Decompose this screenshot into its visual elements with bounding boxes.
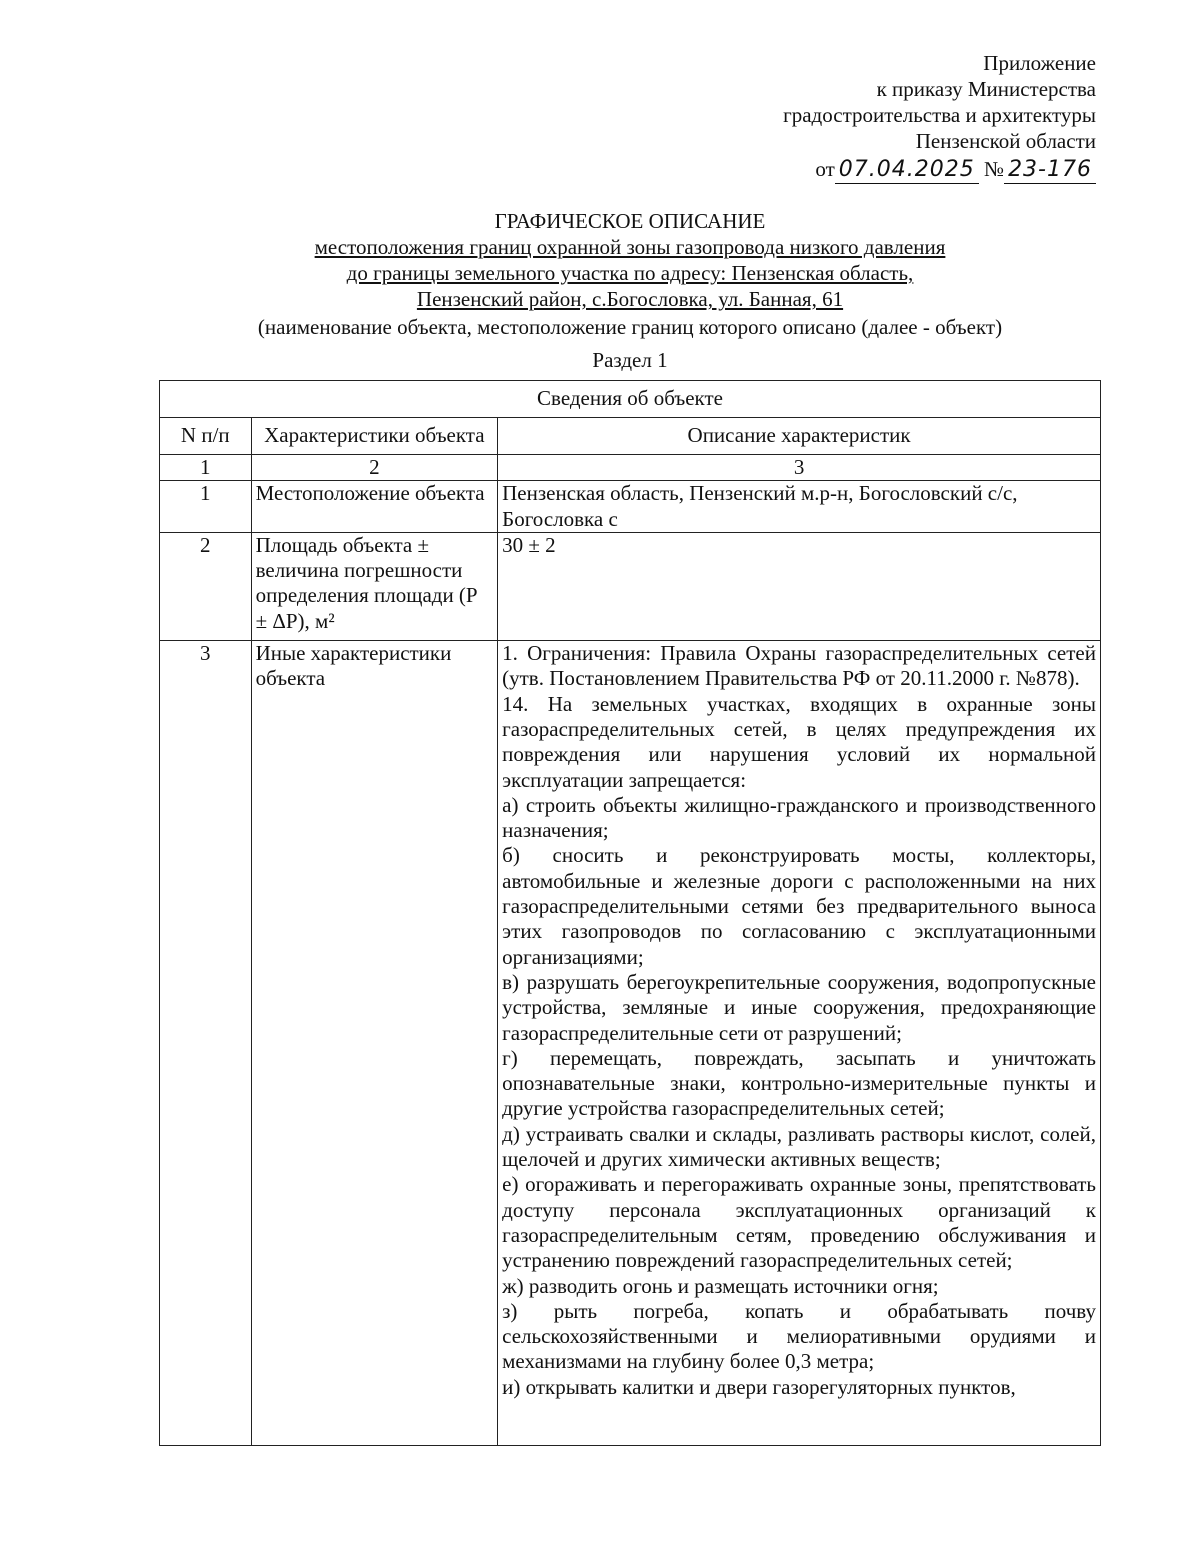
restriction-paragraph: е) огораживать и перегораживать охранные зоны, препятствовать доступу персонала эксплуатационных организаций к газораспределительным сетям, проведению обслуживания и устранению повреждений газораспределительных сетей; bbox=[502, 1172, 1096, 1273]
table-row bbox=[160, 532, 1101, 640]
row-description: 30 ± 2 bbox=[498, 532, 1101, 640]
document-title-block bbox=[160, 208, 1100, 340]
header-number: N п/п bbox=[160, 418, 252, 455]
number-label: № bbox=[984, 157, 1005, 181]
row-characteristic: Иные характеристики объекта bbox=[251, 641, 498, 1446]
row-number: 1 bbox=[160, 481, 252, 533]
object-title-caption: (наименование объекта, местоположение границ которого описано (далее - объект) bbox=[257, 315, 1003, 339]
restriction-paragraph: б) сносить и реконструировать мосты, коллекторы, автомобильные и железные дороги с расположенными на них газораспределительными сетями без предварительного выноса этих газопроводов по согласованию с эксплуатационными организациями; bbox=[502, 843, 1096, 969]
restriction-paragraph: 1. Ограничения: Правила Охраны газораспределительных сетей (утв. Постановлением Правительства РФ от 20.11.2000 г. №878). bbox=[502, 641, 1096, 691]
restriction-paragraph: и) открывать калитки и двери газорегуляторных пунктов, bbox=[502, 1374, 1016, 1399]
from-label: от bbox=[815, 157, 835, 181]
appendix-line-1: Приложение bbox=[983, 51, 1096, 75]
table-row bbox=[160, 641, 1101, 1446]
header-characteristics: Характеристики объекта bbox=[251, 418, 498, 455]
appendix-line-2: к приказу Министерства bbox=[876, 77, 1096, 101]
object-title-line-1: местоположения границ охранной зоны газопровода низкого давления bbox=[314, 235, 946, 259]
row-description bbox=[498, 641, 1101, 1446]
restriction-paragraph: а) строить объекты жилищно-гражданского и производственного назначения; bbox=[502, 792, 1096, 843]
appendix-line-3: градостроительства и архитектуры bbox=[783, 103, 1096, 127]
restriction-paragraph: в) разрушать берегоукрепительные сооружения, водопропускные устройства, земляные и иные сооружения, предохраняющие газораспределительные сети от разрушений; bbox=[502, 969, 1096, 1045]
restriction-paragraph: д) устраивать свалки и склады, разливать растворы кислот, солей, щелочей и других химически активных веществ; bbox=[502, 1121, 1096, 1172]
appendix-header bbox=[783, 50, 1096, 184]
restriction-paragraph: г) перемещать, повреждать, засыпать и уничтожать опознавательные знаки, контрольно-измерительные пункты и другие устройства газораспределительных сетей; bbox=[502, 1045, 1096, 1121]
order-number: 23-176 bbox=[1008, 157, 1092, 182]
row-number: 3 bbox=[160, 641, 252, 1446]
col-number-2: 2 bbox=[251, 455, 498, 481]
row-number: 2 bbox=[160, 532, 252, 640]
row-characteristic: Местоположение объекта bbox=[251, 481, 498, 533]
restriction-paragraph: ж) разводить огонь и размещать источники огня; bbox=[502, 1273, 939, 1298]
table-row bbox=[160, 481, 1101, 533]
appendix-line-4: Пензенской области bbox=[915, 129, 1096, 153]
appendix-date-number bbox=[783, 156, 1096, 184]
section-title: Раздел 1 bbox=[592, 348, 668, 372]
object-title-line-2: до границы земельного участка по адресу: Пензенская область, bbox=[346, 261, 914, 285]
order-date: 07.04.2025 bbox=[838, 157, 975, 182]
table-caption: Сведения об объекте bbox=[160, 381, 1101, 418]
col-number-1: 1 bbox=[160, 455, 252, 481]
object-info-table bbox=[159, 380, 1101, 1446]
restriction-paragraph: з) рыть погреба, копать и обрабатывать почву сельскохозяйственными и мелиоративными орудиями и механизмами на глубину более 0,3 метра; bbox=[502, 1298, 1096, 1374]
row-description: Пензенская область, Пензенский м.р-н, Богословский с/с, Богословка с bbox=[498, 481, 1101, 533]
header-description: Описание характеристик bbox=[498, 418, 1101, 455]
restriction-paragraph: 14. На земельных участках, входящих в охранные зоны газораспределительных сетей, в целях предупреждения их повреждения или нарушения условий их нормальной эксплуатации запрещается: bbox=[502, 691, 1096, 792]
row-characteristic: Площадь объекта ± величина погрешности определения площади (P ± ΔP), м² bbox=[251, 532, 498, 640]
object-title-line-3: Пензенский район, с.Богословка, ул. Банная, 61 bbox=[416, 287, 844, 311]
document-title: ГРАФИЧЕСКОЕ ОПИСАНИЕ bbox=[494, 209, 766, 233]
col-number-3: 3 bbox=[498, 455, 1101, 481]
